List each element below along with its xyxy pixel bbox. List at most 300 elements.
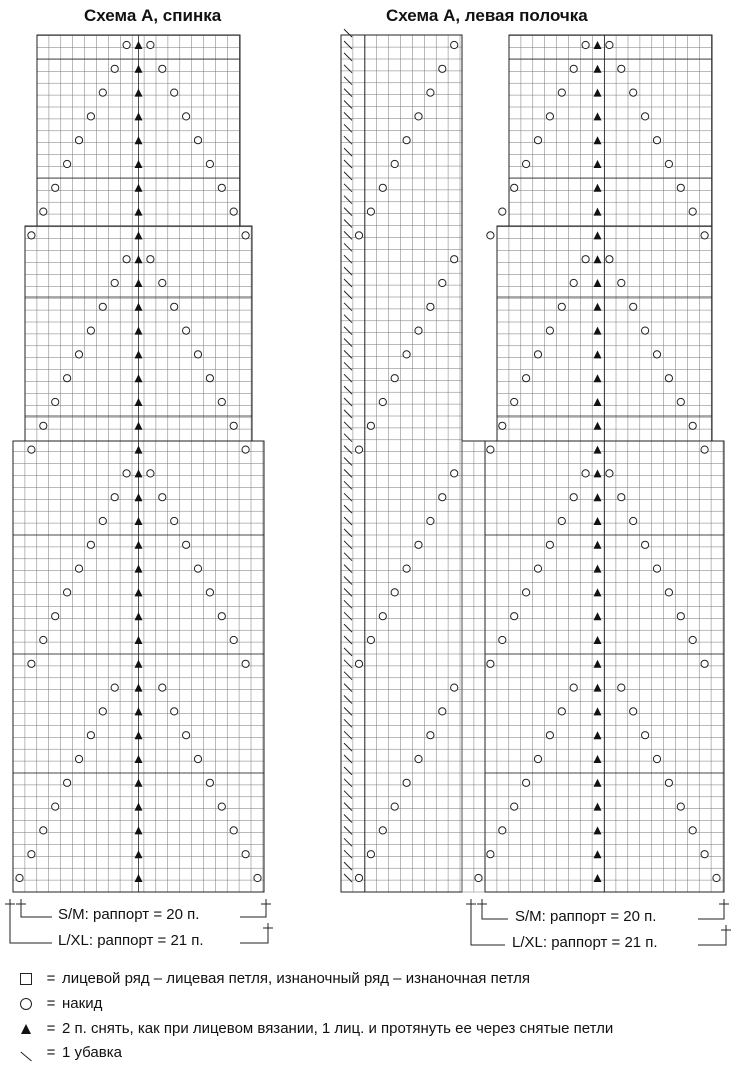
yarn-over-mark xyxy=(147,256,154,263)
decrease-mark xyxy=(594,350,602,358)
yarn-over-mark xyxy=(439,65,446,72)
yarn-over-mark xyxy=(242,660,249,667)
yarn-over-mark xyxy=(499,636,506,643)
bracket-sm-front xyxy=(482,904,508,919)
single-decrease-mark xyxy=(344,850,352,858)
yarn-over-mark xyxy=(499,422,506,429)
yarn-over-mark xyxy=(159,494,166,501)
yarn-over-mark xyxy=(218,803,225,810)
yarn-over-mark xyxy=(665,779,672,786)
decrease-mark xyxy=(594,493,602,501)
single-decrease-mark xyxy=(344,838,352,846)
yarn-over-mark xyxy=(123,41,130,48)
single-decrease-mark xyxy=(344,41,352,49)
yarn-over-mark xyxy=(642,541,649,548)
legend-equals: = xyxy=(46,1020,56,1037)
decrease-mark xyxy=(135,160,143,168)
yarn-over-mark xyxy=(52,613,59,620)
yarn-over-mark xyxy=(570,279,577,286)
yarn-over-mark xyxy=(355,232,362,239)
yarn-over-mark xyxy=(499,827,506,834)
single-decrease-mark xyxy=(344,362,352,370)
legend-row-decrease3 xyxy=(12,1020,727,1039)
decrease-mark xyxy=(594,160,602,168)
yarn-over-mark xyxy=(677,613,684,620)
yarn-over-mark xyxy=(52,398,59,405)
yarn-over-mark xyxy=(28,232,35,239)
yarn-over-mark xyxy=(618,494,625,501)
yarn-over-mark xyxy=(99,89,106,96)
single-decrease-mark xyxy=(344,588,352,596)
single-decrease-mark xyxy=(344,65,352,73)
single-decrease-mark xyxy=(344,755,352,763)
decrease-mark xyxy=(135,398,143,406)
yarn-over-mark xyxy=(159,65,166,72)
single-decrease-mark xyxy=(344,815,352,823)
decrease-mark xyxy=(594,707,602,715)
yarn-over-mark xyxy=(487,660,494,667)
decrease-mark xyxy=(135,588,143,596)
yarn-over-mark xyxy=(159,279,166,286)
single-decrease-mark xyxy=(344,374,352,382)
yarn-over-mark xyxy=(123,256,130,263)
single-decrease-mark xyxy=(344,660,352,668)
decrease-mark xyxy=(135,303,143,311)
yarn-over-mark xyxy=(183,541,190,548)
decrease-mark xyxy=(594,398,602,406)
single-decrease-mark xyxy=(344,565,352,573)
legend-text-knit: лицевой ряд – лицевая петля, изнаночный ряд – изнаночная петля xyxy=(62,970,530,987)
chart-title-back: Схема А, спинка xyxy=(84,6,222,25)
single-decrease-mark xyxy=(344,469,352,477)
decrease-mark xyxy=(594,469,602,477)
single-decrease-mark xyxy=(344,553,352,561)
yarn-over-mark xyxy=(171,517,178,524)
yarn-over-mark xyxy=(391,160,398,167)
yarn-over-mark xyxy=(123,470,130,477)
caption-lxl-back: L/XL: раппорт = 21 п. xyxy=(58,932,204,949)
legend-row-yarnover xyxy=(12,995,727,1015)
single-decrease-mark xyxy=(344,231,352,239)
yarn-over-mark xyxy=(653,755,660,762)
decrease-mark xyxy=(135,517,143,525)
yarn-over-mark xyxy=(159,684,166,691)
single-decrease-mark xyxy=(344,541,352,549)
yarn-over-mark xyxy=(665,375,672,382)
legend-text-decrease: 1 убавка xyxy=(62,1044,122,1061)
decrease-mark xyxy=(135,779,143,787)
yarn-over-mark xyxy=(546,732,553,739)
yarn-over-mark xyxy=(40,208,47,215)
legend-text-yarnover: накид xyxy=(62,995,103,1012)
yarn-over-mark xyxy=(689,636,696,643)
decrease-mark xyxy=(594,65,602,73)
yarn-over-mark xyxy=(230,827,237,834)
yarn-over-mark xyxy=(111,65,118,72)
single-decrease-mark xyxy=(344,327,352,335)
yarn-over-mark xyxy=(379,827,386,834)
single-decrease-mark xyxy=(344,719,352,727)
yarn-over-mark xyxy=(75,565,82,572)
decrease-mark xyxy=(594,684,602,692)
single-decrease-mark xyxy=(344,208,352,216)
single-decrease-mark xyxy=(344,243,352,251)
yarn-over-mark xyxy=(439,279,446,286)
yarn-over-mark xyxy=(183,732,190,739)
yarn-over-mark xyxy=(677,398,684,405)
yarn-over-mark xyxy=(415,327,422,334)
single-decrease-mark xyxy=(344,862,352,870)
decrease-mark xyxy=(135,231,143,239)
decrease-mark xyxy=(594,184,602,192)
single-decrease-mark xyxy=(344,101,352,109)
decrease-mark xyxy=(135,136,143,144)
yarn-over-mark xyxy=(40,827,47,834)
yarn-over-mark xyxy=(427,303,434,310)
yarn-over-mark xyxy=(206,160,213,167)
chart-title-left-front: Схема А, левая полочка xyxy=(386,6,588,25)
single-decrease-mark xyxy=(344,731,352,739)
single-decrease-mark xyxy=(344,707,352,715)
decrease-mark xyxy=(135,41,143,49)
single-decrease-mark xyxy=(344,600,352,608)
single-decrease-mark xyxy=(344,267,352,275)
yarn-over-mark xyxy=(391,589,398,596)
yarn-over-mark xyxy=(701,660,708,667)
yarn-over-mark xyxy=(713,874,720,881)
yarn-over-mark xyxy=(642,113,649,120)
yarn-over-mark xyxy=(606,41,613,48)
yarn-over-mark xyxy=(558,89,565,96)
yarn-over-mark xyxy=(367,851,374,858)
chart-symbols xyxy=(16,29,720,882)
yarn-over-mark xyxy=(487,232,494,239)
yarn-over-mark xyxy=(28,851,35,858)
yarn-over-mark xyxy=(630,708,637,715)
yarn-over-mark xyxy=(415,755,422,762)
single-decrease-mark xyxy=(344,684,352,692)
decrease-mark xyxy=(594,612,602,620)
single-decrease-mark xyxy=(344,779,352,787)
yarn-over-mark xyxy=(64,779,71,786)
single-decrease-mark xyxy=(344,160,352,168)
yarn-over-mark xyxy=(439,708,446,715)
bracket-lxl-front-right xyxy=(698,930,726,945)
yarn-over-mark xyxy=(403,779,410,786)
single-decrease-mark xyxy=(344,339,352,347)
yarn-over-mark xyxy=(242,232,249,239)
yarn-over-mark xyxy=(171,708,178,715)
decrease-mark xyxy=(594,636,602,644)
yarn-over-mark xyxy=(87,327,94,334)
yarn-over-mark xyxy=(75,137,82,144)
yarn-over-mark xyxy=(534,351,541,358)
yarn-over-mark xyxy=(511,398,518,405)
yarn-over-mark xyxy=(546,327,553,334)
single-decrease-mark xyxy=(344,636,352,644)
yarn-over-mark xyxy=(355,446,362,453)
single-decrease-mark xyxy=(344,279,352,287)
yarn-over-mark xyxy=(618,65,625,72)
yarn-over-mark xyxy=(546,113,553,120)
yarn-over-mark xyxy=(534,137,541,144)
bracket-lxl-right xyxy=(240,928,268,943)
decrease-mark xyxy=(594,279,602,287)
single-decrease-mark xyxy=(344,874,352,882)
yarn-over-mark xyxy=(40,636,47,643)
yarn-over-mark xyxy=(355,874,362,881)
caption-sm-front: S/M: раппорт = 20 п. xyxy=(515,908,657,925)
yarn-over-mark xyxy=(677,184,684,191)
single-decrease-mark xyxy=(344,624,352,632)
yarn-over-mark xyxy=(194,565,201,572)
single-decrease-mark xyxy=(344,529,352,537)
legend xyxy=(12,970,727,1067)
yarn-over-mark xyxy=(391,375,398,382)
decrease-mark xyxy=(135,469,143,477)
yarn-over-mark xyxy=(653,137,660,144)
decrease-mark xyxy=(135,89,143,97)
single-decrease-mark xyxy=(344,220,352,228)
yarn-over-mark xyxy=(653,351,660,358)
decrease-mark xyxy=(594,755,602,763)
decrease-mark xyxy=(135,850,143,858)
yarn-over-mark xyxy=(689,208,696,215)
yarn-over-mark xyxy=(194,351,201,358)
bracket-sm-front-right xyxy=(698,904,724,919)
legend-text-decrease3: 2 п. снять, как при лицевом вязании, 1 лиц. и протянуть ее через снятые петли xyxy=(62,1020,614,1037)
single-decrease-mark xyxy=(344,577,352,585)
yarn-over-mark xyxy=(218,184,225,191)
single-decrease-mark xyxy=(344,410,352,418)
yarn-over-mark xyxy=(653,565,660,572)
single-decrease-mark xyxy=(344,422,352,430)
yarn-over-mark xyxy=(230,208,237,215)
yarn-over-mark xyxy=(606,470,613,477)
yarn-over-mark xyxy=(665,160,672,167)
single-decrease-mark xyxy=(344,446,352,454)
decrease-mark xyxy=(135,874,143,882)
yarn-over-mark xyxy=(570,65,577,72)
yarn-over-mark xyxy=(534,565,541,572)
yarn-over-mark xyxy=(523,375,530,382)
yarn-over-mark xyxy=(475,874,482,881)
yarn-over-mark xyxy=(171,89,178,96)
bracket-lxl-front xyxy=(471,904,505,945)
decrease-mark xyxy=(135,446,143,454)
yarn-over-mark xyxy=(64,589,71,596)
decrease-mark xyxy=(594,112,602,120)
single-decrease-mark xyxy=(344,612,352,620)
single-decrease-mark xyxy=(344,743,352,751)
decrease-mark xyxy=(594,208,602,216)
yarn-over-mark xyxy=(28,446,35,453)
caption-sm-back: S/M: раппорт = 20 п. xyxy=(58,906,200,923)
decrease-mark xyxy=(135,350,143,358)
slash-icon xyxy=(20,1051,32,1061)
legend-row-decrease xyxy=(12,1044,727,1062)
yarn-over-mark xyxy=(558,708,565,715)
decrease-mark xyxy=(594,517,602,525)
single-decrease-mark xyxy=(344,315,352,323)
yarn-over-mark xyxy=(665,589,672,596)
single-decrease-mark xyxy=(344,481,352,489)
decrease-mark xyxy=(594,850,602,858)
yarn-over-mark xyxy=(40,422,47,429)
yarn-over-mark xyxy=(379,184,386,191)
single-decrease-mark xyxy=(344,386,352,394)
decrease-mark xyxy=(135,803,143,811)
bracket-lxl xyxy=(10,904,52,943)
yarn-over-mark xyxy=(499,208,506,215)
decrease-mark xyxy=(594,422,602,430)
yarn-over-mark xyxy=(701,446,708,453)
single-decrease-mark xyxy=(344,303,352,311)
yarn-over-mark xyxy=(391,803,398,810)
decrease-mark xyxy=(594,89,602,97)
yarn-over-mark xyxy=(111,684,118,691)
yarn-over-mark xyxy=(451,684,458,691)
decrease-mark xyxy=(594,588,602,596)
single-decrease-mark xyxy=(344,148,352,156)
yarn-over-mark xyxy=(367,636,374,643)
yarn-over-mark xyxy=(242,446,249,453)
yarn-over-mark xyxy=(451,470,458,477)
decrease-mark xyxy=(594,565,602,573)
yarn-over-mark xyxy=(558,303,565,310)
decrease-mark xyxy=(594,374,602,382)
yarn-over-mark xyxy=(367,208,374,215)
single-decrease-mark xyxy=(344,398,352,406)
single-decrease-mark xyxy=(344,172,352,180)
decrease-mark xyxy=(594,446,602,454)
yarn-over-mark xyxy=(582,256,589,263)
yarn-over-mark xyxy=(582,41,589,48)
yarn-over-mark xyxy=(206,375,213,382)
decrease-mark xyxy=(135,493,143,501)
decrease-mark xyxy=(135,826,143,834)
decrease-mark xyxy=(135,684,143,692)
yarn-over-mark xyxy=(16,874,23,881)
yarn-over-mark xyxy=(701,851,708,858)
yarn-over-mark xyxy=(570,684,577,691)
decrease-mark xyxy=(594,41,602,49)
yarn-over-mark xyxy=(87,113,94,120)
yarn-over-mark xyxy=(183,113,190,120)
yarn-over-mark xyxy=(415,113,422,120)
decrease-mark xyxy=(135,327,143,335)
decrease-mark xyxy=(594,231,602,239)
legend-equals: = xyxy=(46,995,56,1012)
single-decrease-mark xyxy=(344,53,352,61)
front-grid-outline xyxy=(509,35,712,226)
yarn-over-mark xyxy=(582,470,589,477)
decrease-mark xyxy=(135,208,143,216)
decrease-mark xyxy=(135,255,143,263)
single-decrease-mark xyxy=(344,791,352,799)
decrease-mark xyxy=(135,541,143,549)
yarn-over-mark xyxy=(642,327,649,334)
single-decrease-mark xyxy=(344,696,352,704)
yarn-over-mark xyxy=(28,660,35,667)
single-decrease-mark xyxy=(344,196,352,204)
single-decrease-mark xyxy=(344,136,352,144)
decrease-mark xyxy=(135,374,143,382)
decrease-mark xyxy=(135,65,143,73)
yarn-over-mark xyxy=(523,589,530,596)
single-decrease-mark xyxy=(344,112,352,120)
decrease-mark xyxy=(135,755,143,763)
yarn-over-mark xyxy=(99,303,106,310)
yarn-over-mark xyxy=(487,851,494,858)
decrease-mark xyxy=(135,731,143,739)
single-decrease-mark xyxy=(344,124,352,132)
yarn-over-mark xyxy=(677,803,684,810)
yarn-over-mark xyxy=(230,422,237,429)
yarn-over-mark xyxy=(451,256,458,263)
single-decrease-mark xyxy=(344,803,352,811)
single-decrease-mark xyxy=(344,89,352,97)
single-decrease-mark xyxy=(344,672,352,680)
single-decrease-mark xyxy=(344,493,352,501)
decrease-mark xyxy=(594,731,602,739)
yarn-over-mark xyxy=(218,613,225,620)
yarn-over-mark xyxy=(355,660,362,667)
yarn-over-mark xyxy=(111,279,118,286)
decrease-mark xyxy=(594,255,602,263)
yarn-over-mark xyxy=(630,89,637,96)
yarn-over-mark xyxy=(618,684,625,691)
decrease-mark xyxy=(594,660,602,668)
yarn-over-mark xyxy=(99,708,106,715)
yarn-over-mark xyxy=(606,256,613,263)
decrease-mark xyxy=(135,636,143,644)
single-decrease-mark xyxy=(344,505,352,513)
decrease-mark xyxy=(135,184,143,192)
legend-equals: = xyxy=(46,970,56,987)
yarn-over-mark xyxy=(64,375,71,382)
yarn-over-mark xyxy=(379,613,386,620)
single-decrease-mark xyxy=(344,767,352,775)
yarn-over-mark xyxy=(451,41,458,48)
single-decrease-mark xyxy=(344,29,352,37)
single-decrease-mark xyxy=(344,255,352,263)
yarn-over-mark xyxy=(689,827,696,834)
yarn-over-mark xyxy=(367,422,374,429)
single-decrease-mark xyxy=(344,291,352,299)
decrease-mark xyxy=(135,422,143,430)
yarn-over-mark xyxy=(99,517,106,524)
decrease-mark xyxy=(594,826,602,834)
single-decrease-mark xyxy=(344,517,352,525)
decrease-mark xyxy=(135,707,143,715)
yarn-over-mark xyxy=(511,613,518,620)
yarn-over-mark xyxy=(87,541,94,548)
decrease-mark xyxy=(135,112,143,120)
single-decrease-mark xyxy=(344,458,352,466)
bracket-sm xyxy=(21,904,52,917)
single-decrease-mark xyxy=(344,434,352,442)
yarn-over-mark xyxy=(206,589,213,596)
yarn-over-mark xyxy=(230,636,237,643)
yarn-over-mark xyxy=(630,517,637,524)
yarn-over-mark xyxy=(511,803,518,810)
yarn-over-mark xyxy=(642,732,649,739)
decrease-mark xyxy=(594,136,602,144)
yarn-over-mark xyxy=(523,779,530,786)
yarn-over-mark xyxy=(147,41,154,48)
decrease-mark xyxy=(135,660,143,668)
